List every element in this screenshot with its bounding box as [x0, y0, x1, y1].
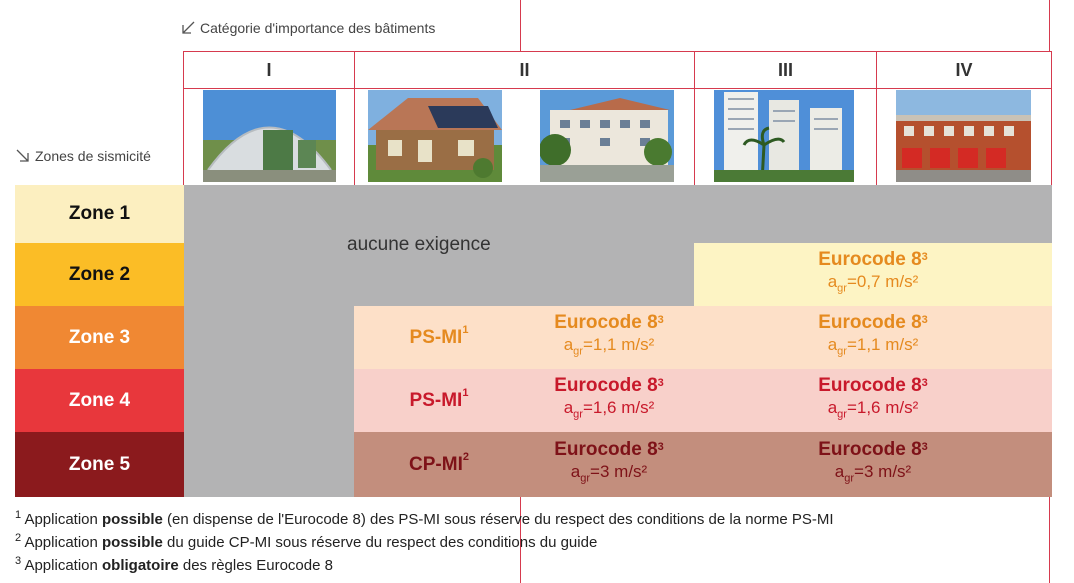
zone4-eurocode-cell-III-IV: Eurocode $8^3$ $a_{gr}=1,6$ m/s²: [694, 369, 1052, 432]
zone4-eurocode-cell-II: Eurocode $8^3$ $a_{gr}=1,6$ m/s²: [524, 369, 694, 432]
footnote-1: $^1$ Application possible (en dispense de l'Eurocode 8) des PS-MI sous réserve du respect des conditions de la norme PS-MI: [15, 509, 834, 528]
zone5-cpmi-cell: $CP-MI^2$: [354, 432, 524, 497]
zone2-eurocode-cell: Eurocode $8^3$ $a_{gr}=0,7$ m/s²: [694, 243, 1052, 306]
zone-3-label: Zone 3: [15, 306, 184, 369]
no-requirement-text: aucune exigence: [347, 234, 491, 255]
guide-line: [520, 0, 521, 52]
zone5-eurocode-cell-III-IV: Eurocode $8^3$ $a_{gr}=3$ m/s²: [694, 432, 1052, 497]
footnote-2: $^2$ Application possible du guide CP-MI sous réserve du respect des conditions du guide: [15, 532, 598, 551]
category-header-IV: IV: [876, 51, 1052, 89]
categories-label: Catégorie d'importance des bâtiments: [180, 20, 435, 36]
zone3-eurocode-cell-II: Eurocode $8^3$ $a_{gr}=1,1$ m/s²: [524, 306, 694, 369]
category-header-I: I: [183, 51, 355, 89]
guide-line: [1049, 0, 1050, 52]
zone3-psmi-cell: $PS-MI^1$: [354, 306, 524, 369]
zone3-eurocode-cell-III-IV: Eurocode $8^3$ $a_{gr}=1,1$ m/s²: [694, 306, 1052, 369]
arrow-down-left-icon: [180, 20, 196, 36]
apartment-photo: [540, 90, 674, 182]
zone-4-label: Zone 4: [15, 369, 184, 432]
house-photo: [368, 90, 502, 182]
category-header-III: III: [694, 51, 877, 89]
category-header-II: II: [354, 51, 695, 89]
zone-1-label: Zone 1: [15, 185, 184, 243]
no-requirement-area: [184, 306, 354, 497]
zone4-psmi-cell: $PS-MI^1$: [354, 369, 524, 432]
arrow-down-right-icon: [15, 148, 31, 164]
zone-2-label: Zone 2: [15, 243, 184, 306]
towers-photo: [714, 90, 854, 182]
hangar-photo: [203, 90, 336, 182]
firestation-photo: [896, 90, 1031, 182]
footnote-3: $^3$ Application obligatoire des règles Eurocode 8: [15, 555, 333, 574]
zone5-eurocode-cell-II: Eurocode $8^3$ $a_{gr}=3$ m/s²: [524, 432, 694, 497]
guide-line: [1049, 497, 1050, 583]
zones-label: Zones de sismicité: [15, 148, 151, 164]
zone-5-label: Zone 5: [15, 432, 184, 497]
no-requirement-area: [184, 185, 1052, 243]
